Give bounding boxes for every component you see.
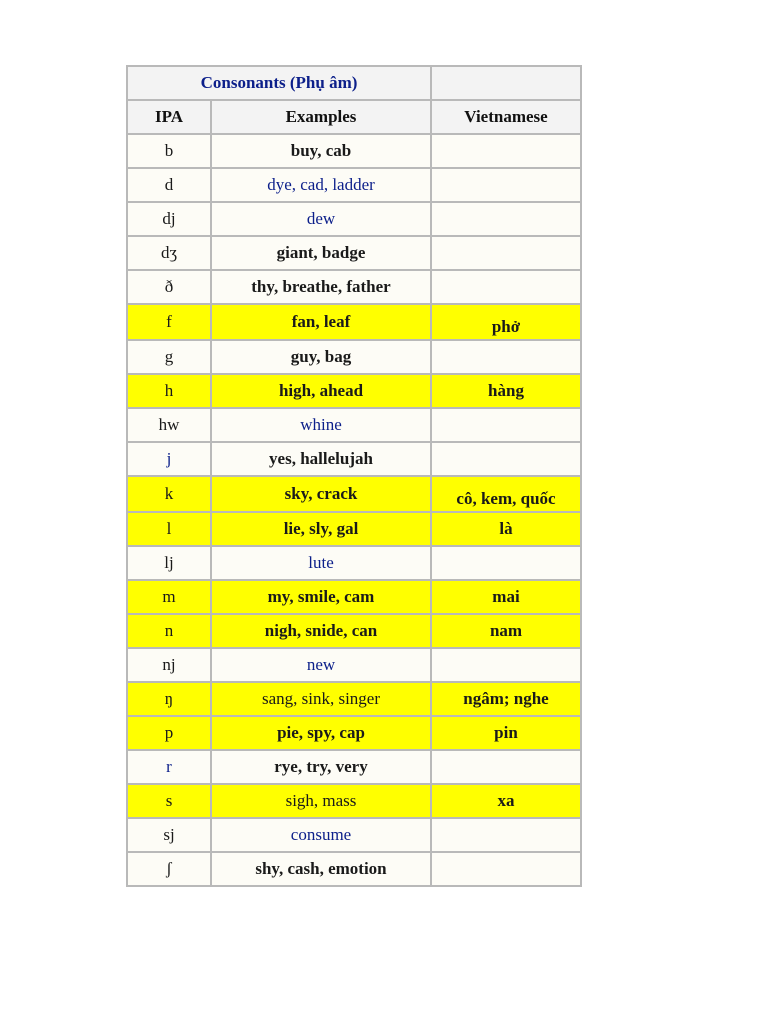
- header-ipa: IPA: [127, 100, 211, 134]
- table-title: Consonants (Phụ âm): [127, 66, 431, 100]
- table-row: [127, 512, 581, 546]
- vietnamese-cell: [431, 852, 581, 886]
- examples-link[interactable]: dye, cad, ladder: [211, 168, 431, 202]
- vietnamese-cell: cô, kem, quốc: [431, 476, 581, 512]
- table-row: [127, 270, 581, 304]
- consonants-table: [126, 65, 582, 887]
- vietnamese-cell: xa: [431, 784, 581, 818]
- examples-link[interactable]: consume: [211, 818, 431, 852]
- table-row: [127, 614, 581, 648]
- table-row: [127, 648, 581, 682]
- examples-cell: high, ahead: [211, 374, 431, 408]
- ipa-cell: ʃ: [127, 852, 211, 886]
- ipa-cell: b: [127, 134, 211, 168]
- table-row: [127, 374, 581, 408]
- table-row: [127, 304, 581, 340]
- vietnamese-cell: [431, 750, 581, 784]
- ipa-cell: ð: [127, 270, 211, 304]
- examples-cell: sigh, mass: [211, 784, 431, 818]
- ipa-cell: dj: [127, 202, 211, 236]
- table-row: [127, 784, 581, 818]
- examples-cell: guy, bag: [211, 340, 431, 374]
- table-row: [127, 750, 581, 784]
- vietnamese-cell: [431, 648, 581, 682]
- table-row: [127, 476, 581, 512]
- examples-cell: giant, badge: [211, 236, 431, 270]
- ipa-link[interactable]: r: [127, 750, 211, 784]
- vietnamese-cell: pin: [431, 716, 581, 750]
- header-examples: Examples: [211, 100, 431, 134]
- header-vietnamese: Vietnamese: [431, 100, 581, 134]
- vietnamese-cell: ngâm; nghe: [431, 682, 581, 716]
- ipa-cell: ŋ: [127, 682, 211, 716]
- vietnamese-cell: [431, 202, 581, 236]
- table-row: [127, 852, 581, 886]
- ipa-cell: m: [127, 580, 211, 614]
- table-row: [127, 442, 581, 476]
- header-row: [127, 100, 581, 134]
- ipa-cell: d: [127, 168, 211, 202]
- examples-link[interactable]: dew: [211, 202, 431, 236]
- vietnamese-cell: [431, 168, 581, 202]
- table-row: [127, 580, 581, 614]
- vietnamese-cell: [431, 818, 581, 852]
- ipa-cell: h: [127, 374, 211, 408]
- examples-cell: shy, cash, emotion: [211, 852, 431, 886]
- ipa-cell: sj: [127, 818, 211, 852]
- table-row: [127, 408, 581, 442]
- vietnamese-cell: [431, 236, 581, 270]
- vietnamese-cell: nam: [431, 614, 581, 648]
- vietnamese-cell: là: [431, 512, 581, 546]
- table-row: [127, 236, 581, 270]
- examples-cell: nigh, snide, can: [211, 614, 431, 648]
- ipa-cell: f: [127, 304, 211, 340]
- examples-cell: yes, hallelujah: [211, 442, 431, 476]
- examples-cell: lie, sly, gal: [211, 512, 431, 546]
- examples-cell: buy, cab: [211, 134, 431, 168]
- title-empty-cell: [431, 66, 581, 100]
- examples-cell: sang, sink, singer: [211, 682, 431, 716]
- table-row: [127, 168, 581, 202]
- vietnamese-cell: hàng: [431, 374, 581, 408]
- table-row: [127, 546, 581, 580]
- vietnamese-cell: mai: [431, 580, 581, 614]
- vietnamese-cell: [431, 408, 581, 442]
- table-row: [127, 134, 581, 168]
- ipa-link[interactable]: j: [127, 442, 211, 476]
- vietnamese-cell: [431, 270, 581, 304]
- ipa-cell: n: [127, 614, 211, 648]
- ipa-cell: g: [127, 340, 211, 374]
- examples-link[interactable]: lute: [211, 546, 431, 580]
- vietnamese-cell: phở: [431, 304, 581, 340]
- table-row: [127, 682, 581, 716]
- ipa-cell: dʒ: [127, 236, 211, 270]
- examples-cell: fan, leaf: [211, 304, 431, 340]
- examples-cell: rye, try, very: [211, 750, 431, 784]
- examples-cell: pie, spy, cap: [211, 716, 431, 750]
- table-row: [127, 818, 581, 852]
- ipa-cell: nj: [127, 648, 211, 682]
- ipa-cell: l: [127, 512, 211, 546]
- vietnamese-cell: [431, 134, 581, 168]
- examples-cell: my, smile, cam: [211, 580, 431, 614]
- examples-link[interactable]: whine: [211, 408, 431, 442]
- vietnamese-cell: [431, 442, 581, 476]
- table-row: [127, 340, 581, 374]
- ipa-cell: p: [127, 716, 211, 750]
- vietnamese-cell: [431, 546, 581, 580]
- ipa-cell: k: [127, 476, 211, 512]
- table-row: [127, 202, 581, 236]
- examples-cell: sky, crack: [211, 476, 431, 512]
- examples-cell: thy, breathe, father: [211, 270, 431, 304]
- ipa-cell: lj: [127, 546, 211, 580]
- ipa-cell: s: [127, 784, 211, 818]
- examples-link[interactable]: new: [211, 648, 431, 682]
- vietnamese-cell: [431, 340, 581, 374]
- ipa-cell: hw: [127, 408, 211, 442]
- table-row: [127, 716, 581, 750]
- title-row: [127, 66, 581, 100]
